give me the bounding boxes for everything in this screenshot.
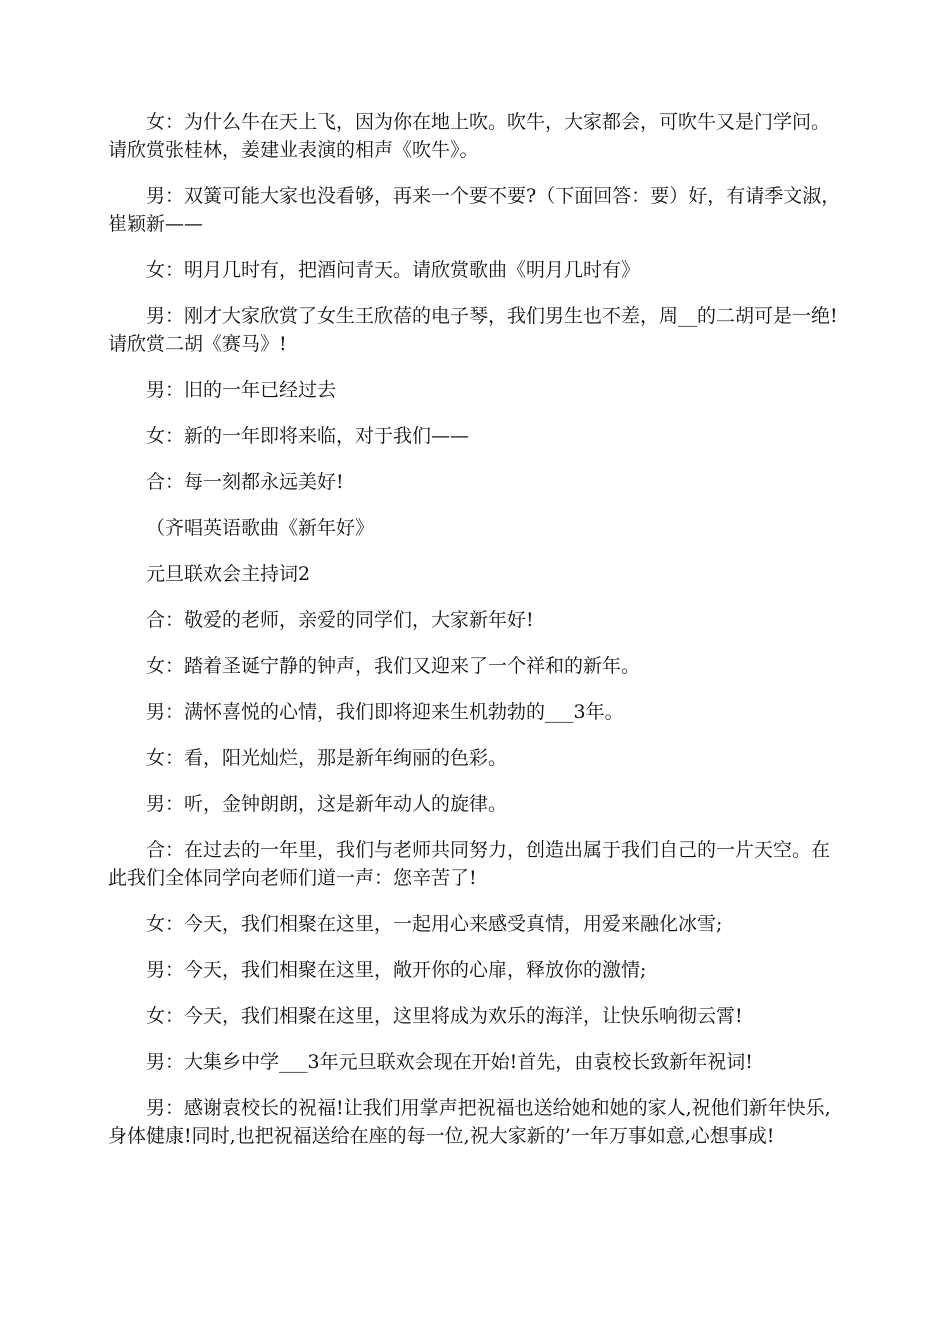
- paragraph-6: 女：新的一年即将来临，对于我们——: [146, 425, 470, 447]
- paragraph-7: 合：每一刻都永远美好!: [146, 471, 344, 493]
- paragraph-18: 女：今天，我们相聚在这里，这里将成为欢乐的海洋，让快乐响彻云霄!: [146, 1005, 743, 1027]
- paragraph-5: 男：旧的一年已经过去: [146, 379, 337, 401]
- paragraph-10: 合：敬爱的老师，亲爱的同学们，大家新年好!: [146, 609, 534, 631]
- paragraph-15: 合：在过去的一年里，我们与老师共同努力，创造出属于我们自己的一片天空。在此我们全体同学向老师们道一声：您辛苦了!: [108, 839, 831, 889]
- paragraph-17: 男：今天，我们相聚在这里，敞开你的心扉，释放你的激情;: [146, 959, 647, 981]
- paragraph-2: 男：双簧可能大家也没看够，再来一个要不要?（下面回答：要）好，有请季文淑，崔颖新——: [108, 185, 841, 235]
- document-body: [108, 108, 845, 1150]
- paragraph-14: 男：听，金钟朗朗，这是新年动人的旋律。: [146, 793, 508, 815]
- paragraph-20: 男：感谢袁校长的祝福!让我们用掌声把祝福也送给她和她的家人,祝他们新年快乐,身体健康!同时,也把祝福送给在座的每一位,祝大家新的’一年万事如意,心想事成!: [108, 1097, 831, 1147]
- paragraph-4: 男：刚才大家欣赏了女生王欣蓓的电子琴，我们男生也不差，周__的二胡可是一绝!请欣赏二胡《赛马》!: [108, 305, 838, 355]
- paragraph-16: 女：今天，我们相聚在这里，一起用心来感受真情，用爱来融化冰雪;: [146, 913, 723, 935]
- paragraph-13: 女：看，阳光灿烂，那是新年绚丽的色彩。: [146, 747, 508, 769]
- paragraph-19: 男：大集乡中学___3年元旦联欢会现在开始!首先，由袁校长致新年祝词!: [146, 1051, 753, 1073]
- paragraph-12: 男：满怀喜悦的心情，我们即将迎来生机勃勃的___3年。: [146, 701, 624, 723]
- paragraph-1: 女：为什么牛在天上飞，因为你在地上吹。吹牛，大家都会，可吹牛又是门学问。请欣赏张桂林，姜建业表演的相声《吹牛》。: [108, 111, 831, 161]
- section-heading: 元旦联欢会主持词2: [146, 563, 311, 585]
- paragraph-8: （齐唱英语歌曲《新年好》: [146, 517, 375, 539]
- paragraph-3: 女：明月几时有，把酒问青天。请欣赏歌曲《明月几时有》: [146, 259, 641, 281]
- paragraph-11: 女：踏着圣诞宁静的钟声，我们又迎来了一个祥和的新年。: [146, 655, 641, 677]
